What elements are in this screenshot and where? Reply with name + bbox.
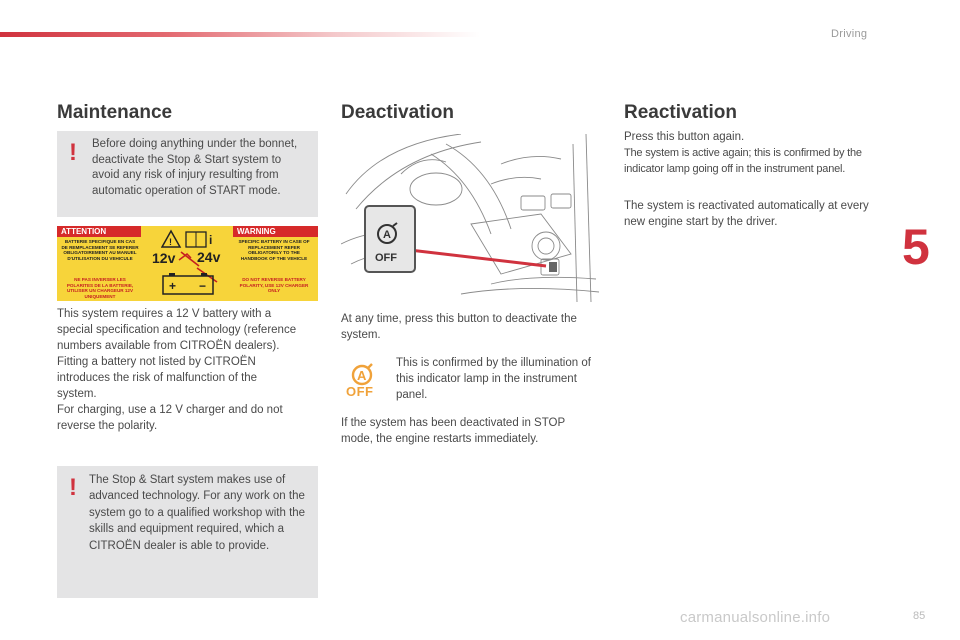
paragraph-line: Fitting a battery not listed by CITROËN: [57, 356, 256, 368]
warning-text: Before doing anything under the bonnet, deactivate the Stop & Start system to avoid any risk of injury resulting from automatic operation of START mode.: [92, 138, 298, 197]
label-en-red-text: DO NOT REVERSE BATTERY POLARITY, USE 12V CHARGER ONLY: [239, 277, 309, 294]
warning-exclamation-icon: !: [69, 474, 77, 501]
battery-warning-label: [57, 226, 318, 301]
svg-text:A: A: [357, 368, 367, 383]
section-title: Driving: [831, 28, 868, 40]
label-warning: WARNING: [233, 226, 318, 237]
off-button-label: OFF: [375, 252, 397, 264]
svg-text:+: +: [169, 279, 177, 293]
reactivation-heading: Reactivation: [624, 102, 737, 123]
svg-text:−: −: [199, 279, 207, 293]
deactivation-heading: Deactivation: [341, 102, 454, 123]
deactivation-paragraph: At any time, press this button to deactivate the system.: [341, 313, 577, 341]
label-24v: 24v: [197, 249, 221, 265]
off-indicator-label: OFF: [346, 384, 374, 399]
watermark: carmanualsonline.info: [680, 609, 831, 626]
paragraph-line: special specification and technology (reference: [57, 324, 297, 336]
label-en-text: SPECIFIC BATTERY IN CASE OF REPLACEMENT REFER OBLIGATORILY TO THE HANDBOOK OF THE VEHICLE: [238, 239, 310, 261]
svg-text:i: i: [209, 233, 213, 247]
label-12v: 12v: [152, 250, 176, 266]
warning-box-technology: [57, 466, 318, 598]
warning-text: The Stop & Start system makes use of advanced technology. For any work on the system go to a qualified workshop with the skills and equipment required, which a CITROËN dealer is able to provide.: [89, 474, 306, 552]
page-number: 85: [913, 610, 926, 622]
label-fr-red-text: NE PAS INVERSER LES POLARITES DE LA BATTERIE, UTILISER UN CHARGEUR 12V UNIQUEMENT: [66, 277, 134, 299]
dashboard-illustration: [341, 134, 601, 302]
svg-text:!: !: [169, 237, 172, 247]
paragraph-line: numbers available from CITROËN dealers).: [57, 340, 280, 352]
paragraph-line: This system requires a 12 V battery with a: [57, 308, 272, 320]
paragraph-line: reverse the polarity.: [57, 420, 158, 432]
charger-clip-icon: [177, 248, 201, 268]
warning-exclamation-icon: !: [69, 139, 77, 166]
warning-box-maintenance: [57, 131, 318, 217]
label-attention: ATTENTION: [57, 226, 141, 237]
reactivation-confirm-text: The system is active again; this is confirmed by the indicator lamp going off in the instrument panel.: [624, 147, 862, 175]
paragraph-line: introduces the risk of malfunction of the: [57, 372, 258, 384]
reactivation-line: Press this button again.: [624, 131, 745, 143]
paragraph-line: system.: [57, 388, 97, 400]
stop-mode-paragraph: If the system has been deactivated in STOP mode, the engine restarts immediately.: [341, 417, 565, 445]
header-accent-bar: [0, 32, 480, 37]
chapter-number: 5: [902, 219, 930, 275]
battery-icon: [159, 271, 217, 297]
paragraph-line: For charging, use a 12 V charger and do not: [57, 404, 283, 416]
reactivation-auto-paragraph: The system is reactivated automatically at every new engine start by the driver.: [624, 200, 869, 228]
indicator-paragraph: This is confirmed by the illumination of this indicator lamp in the instrument panel.: [396, 357, 591, 401]
maintenance-heading: Maintenance: [57, 102, 173, 123]
svg-text:A: A: [383, 229, 391, 241]
label-fr-text: BATTERIE SPECIFIQUE EN CAS DE REMPLACEMENT SE REFERER OBLIGATOIREMENT AU MANUEL D'UTILISATION DU VEHICULE: [61, 239, 139, 261]
